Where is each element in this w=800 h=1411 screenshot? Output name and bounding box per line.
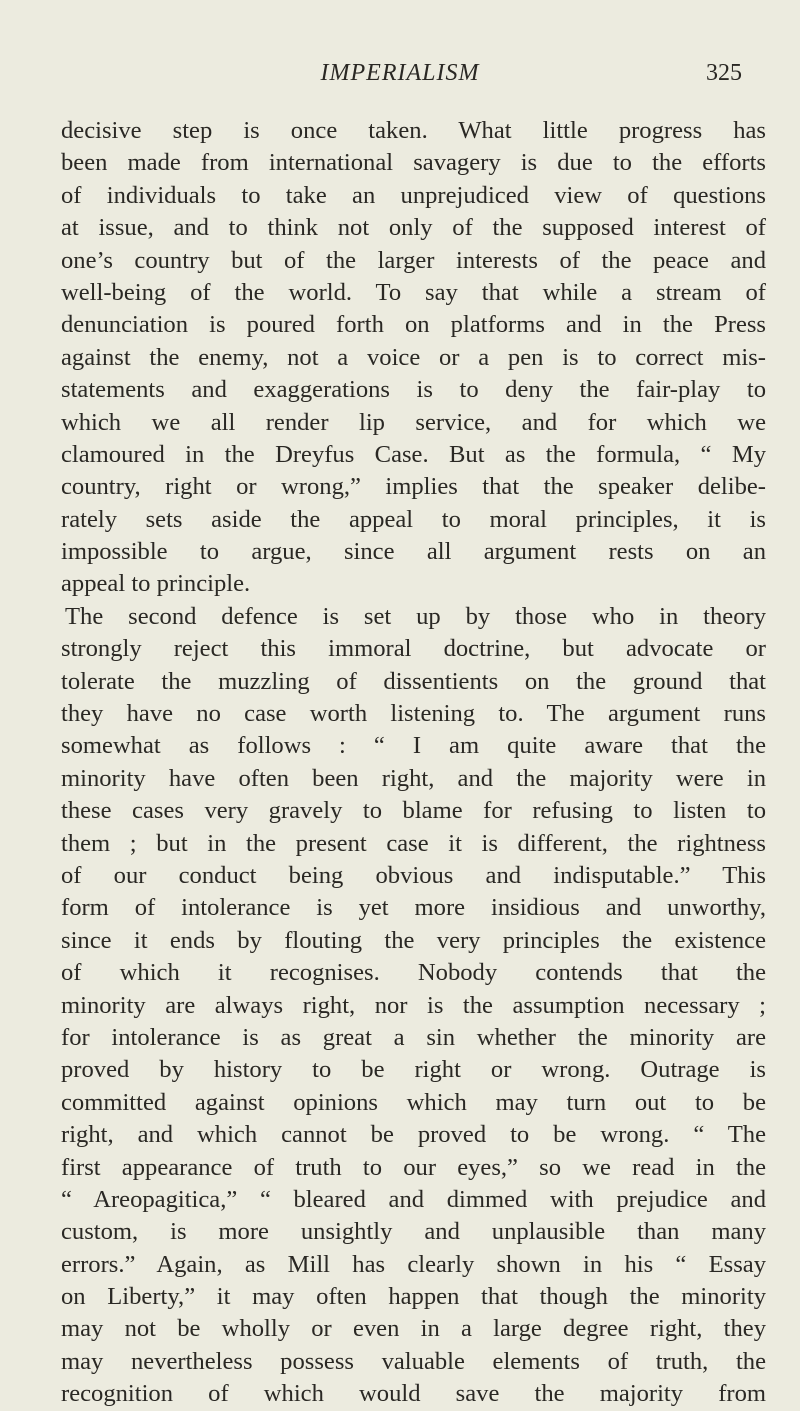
text-line: errors.” Again, as Mill has clearly shown in his “ Essay xyxy=(61,1250,766,1278)
running-head xyxy=(0,58,800,94)
text-line: of our conduct being obvious and indisputable.” This xyxy=(61,861,766,889)
text-line: one’s country but of the larger interests of the peace and xyxy=(61,246,766,274)
text-line: may not be wholly or even in a large degree right, they xyxy=(61,1315,766,1343)
text-line: of which it recognises. Nobody contends that the xyxy=(61,959,766,987)
text-line: The second defence is set up by those who in theory xyxy=(65,602,766,630)
body-text xyxy=(61,115,766,1411)
text-line: since it ends by flouting the very principles the existence xyxy=(61,926,766,954)
text-line: these cases very gravely to blame for refusing to listen to xyxy=(61,797,766,825)
text-line: first appearance of truth to our eyes,” so we read in the xyxy=(61,1153,766,1181)
text-line: denunciation is poured forth on platforms and in the Press xyxy=(61,311,766,339)
text-line: right, and which cannot be proved to be wrong. “ The xyxy=(61,1121,766,1149)
text-line: proved by history to be right or wrong. Outrage is xyxy=(61,1056,766,1084)
text-line: may nevertheless possess valuable elements of truth, the xyxy=(61,1347,766,1375)
text-line: committed against opinions which may turn out to be xyxy=(61,1088,766,1116)
text-line: strongly reject this immoral doctrine, but advocate or xyxy=(61,635,766,663)
text-line: minority have often been right, and the majority were in xyxy=(61,764,766,792)
text-line: form of intolerance is yet more insidious and unworthy, xyxy=(61,894,766,922)
text-line: been made from international savagery is due to the efforts xyxy=(61,149,766,177)
text-line: of individuals to take an unprejudiced view of questions xyxy=(61,181,766,209)
text-line: decisive step is once taken. What little progress has xyxy=(61,117,766,144)
text-line: well-being of the world. To say that while a stream of xyxy=(61,278,766,306)
text-line: they have no case worth listening to. The argument runs xyxy=(61,700,766,728)
text-line: recognition of which would save the majority from xyxy=(61,1380,766,1408)
text-line: minority are always right, nor is the assumption necessary ; xyxy=(61,991,766,1019)
text-line: appeal to principle. xyxy=(61,570,251,598)
text-line: “ Areopagitica,” “ bleared and dimmed with prejudice and xyxy=(61,1185,766,1213)
text-line: which we all render lip service, and for which we xyxy=(61,408,766,436)
text-line: at issue, and to think not only of the supposed interest of xyxy=(61,214,766,242)
running-title: IMPERIALISM xyxy=(320,60,480,86)
text-line: for intolerance is as great a sin whether the minority are xyxy=(61,1023,766,1051)
text-line: somewhat as follows : “ I am quite aware that the xyxy=(61,732,766,760)
text-line: them ; but in the present case it is different, the rightness xyxy=(61,829,766,857)
text-line: custom, is more unsightly and unplausible than many xyxy=(61,1218,766,1246)
text-line: impossible to argue, since all argument rests on an xyxy=(61,538,766,566)
text-line: rately sets aside the appeal to moral principles, it is xyxy=(61,505,766,533)
text-line: statements and exaggerations is to deny the fair-play to xyxy=(61,376,766,404)
text-line: country, right or wrong,” implies that the speaker delibe- xyxy=(61,473,766,501)
text-line: tolerate the muzzling of dissentients on the ground that xyxy=(61,667,766,695)
page-number: 325 xyxy=(706,60,742,86)
text-line: against the enemy, not a voice or a pen is to correct mis- xyxy=(61,343,766,371)
text-line: clamoured in the Dreyfus Case. But as the formula, “ My xyxy=(61,440,766,468)
text-line: on Liberty,” it may often happen that though the minority xyxy=(61,1283,766,1311)
